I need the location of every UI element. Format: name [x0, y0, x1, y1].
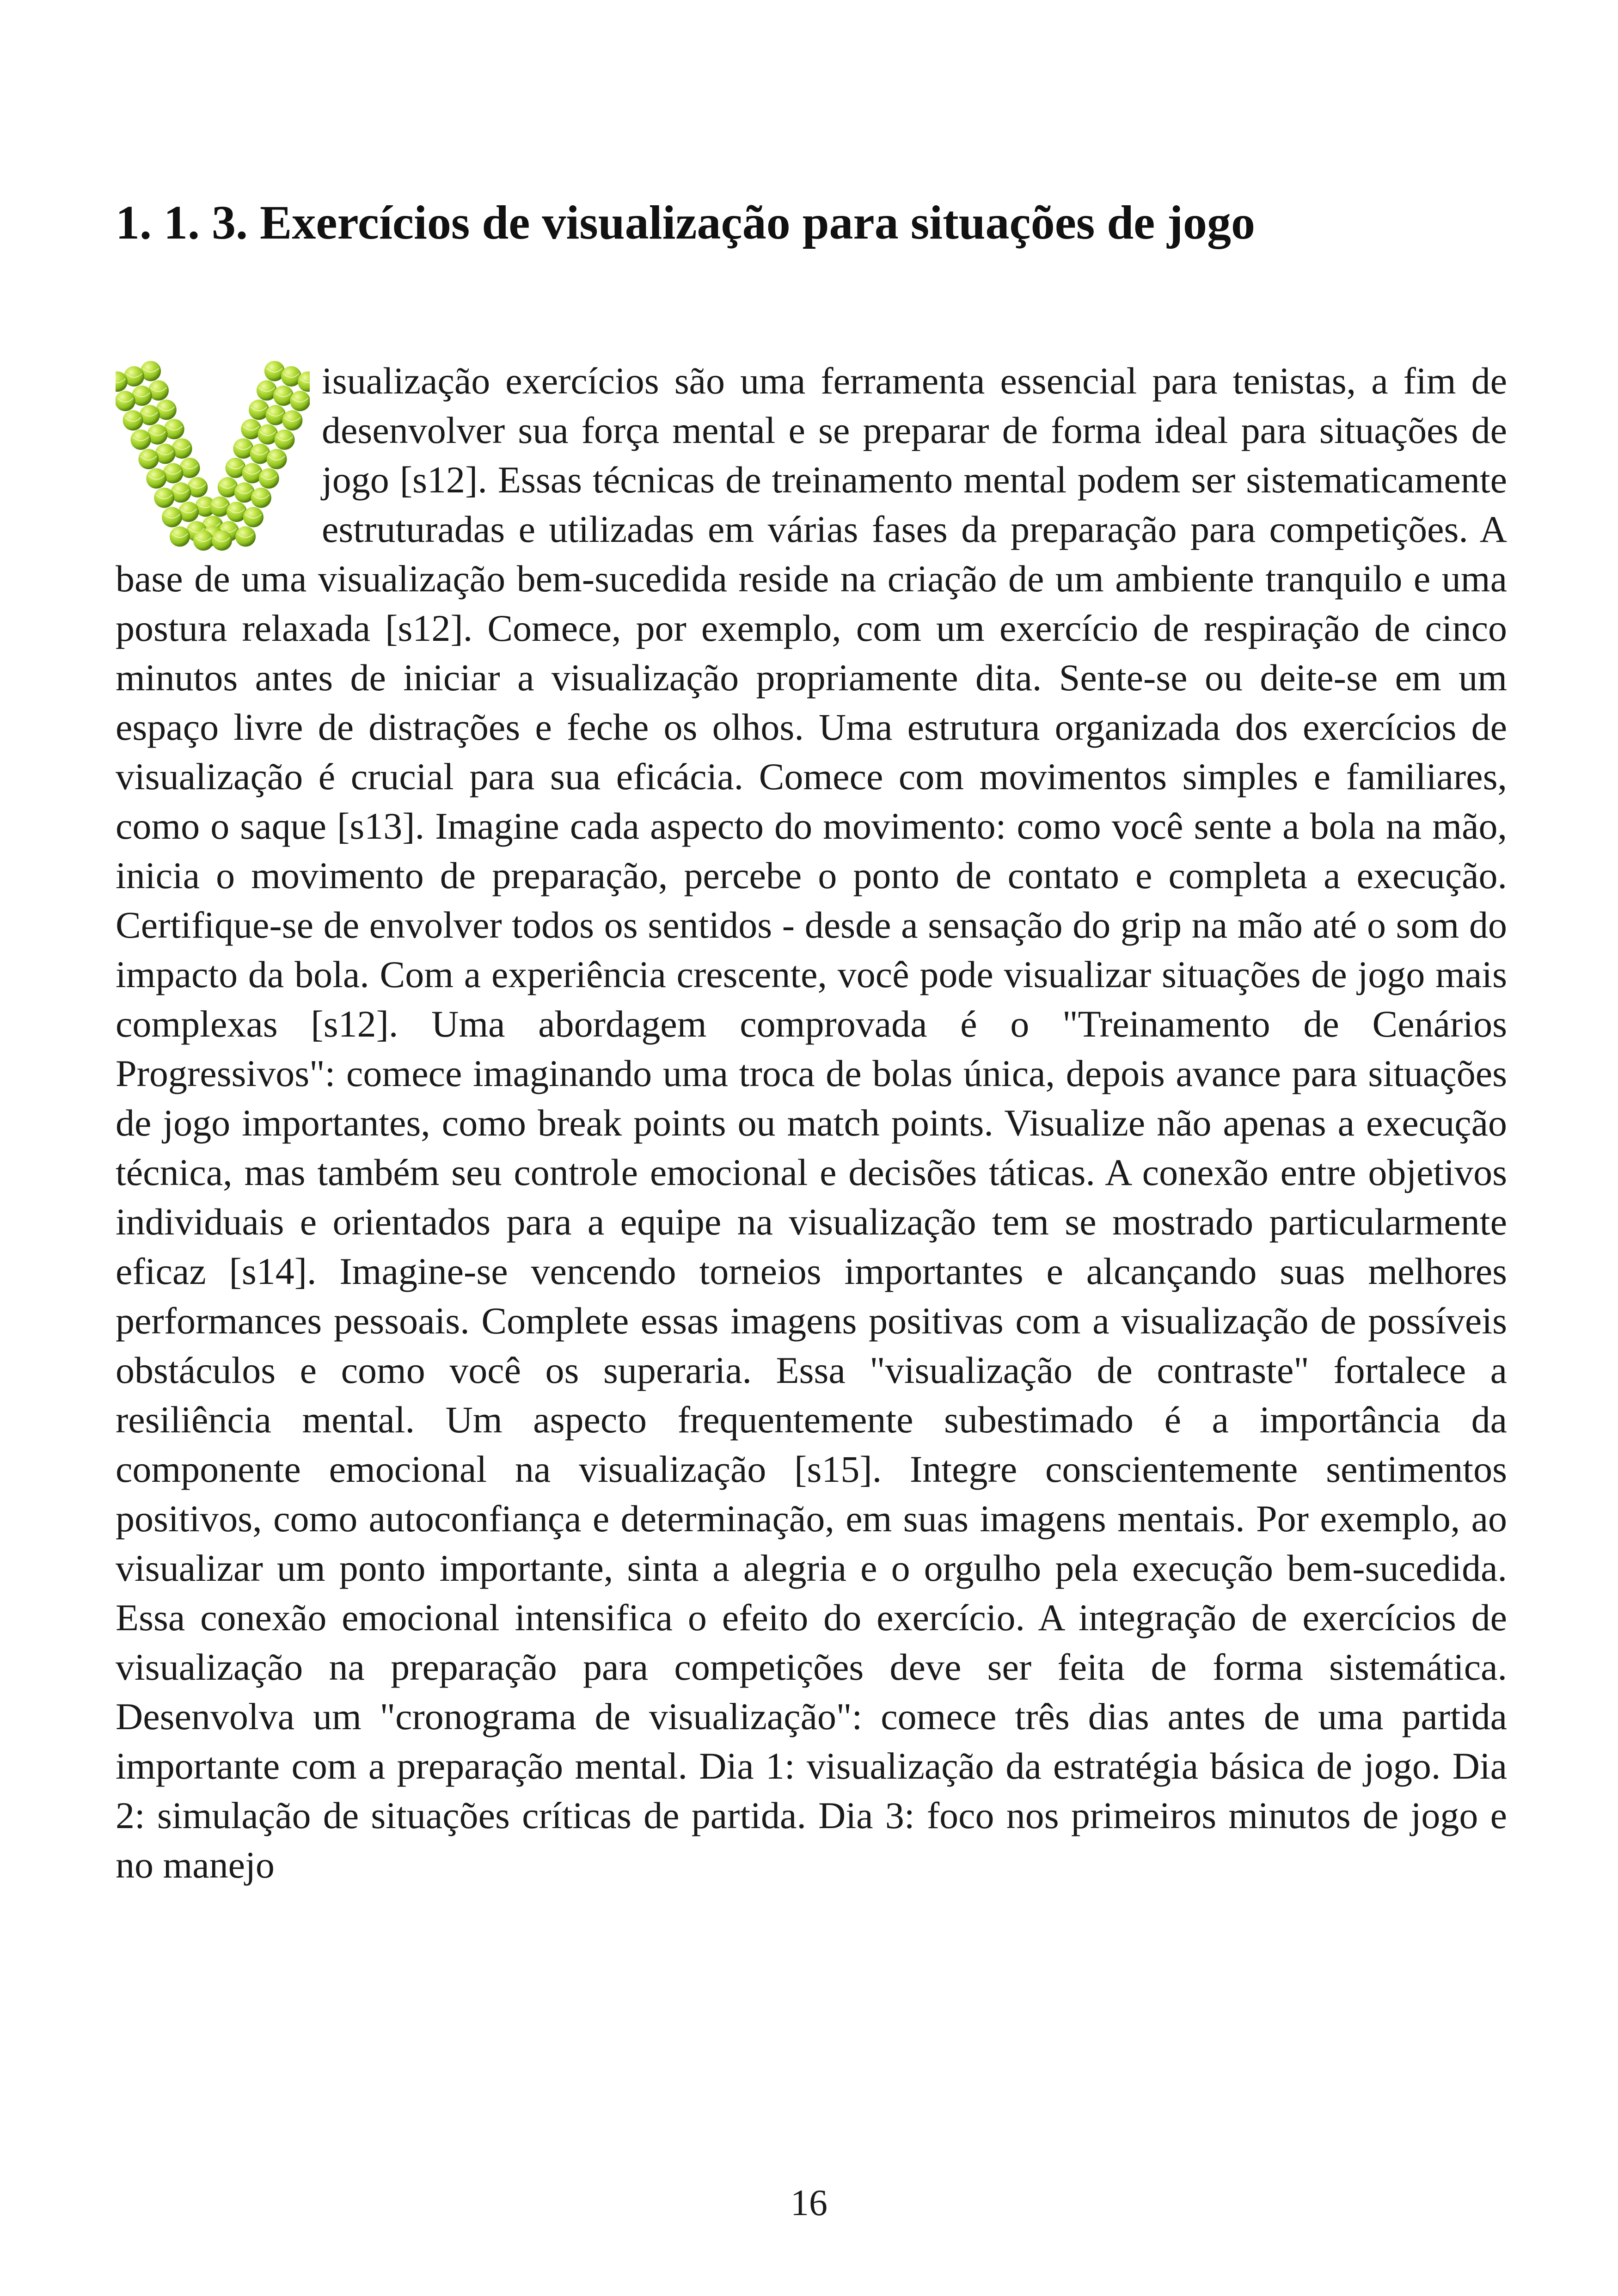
- tennis-ball-icon: [154, 488, 174, 508]
- tennis-ball-icon: [290, 391, 310, 411]
- tennis-ball-icon: [259, 468, 279, 489]
- tennis-ball-icon: [282, 410, 302, 430]
- tennis-ball-icon: [212, 530, 232, 551]
- body-text: [116, 356, 1507, 1890]
- tennis-ball-icon: [243, 507, 264, 528]
- paragraph-text: isualização exercícios são uma ferramenta essencial para tenistas, a fim de desenvolver sua força mental e se preparar de forma ideal para situações de jogo [s12]. Essas técnicas de treinamento mental podem ser sistematicamente estruturadas e utilizadas em várias fases da preparação para competições. A base de uma visualização bem-sucedida reside na criação de um ambiente tranquilo e uma postura relaxada [s12]. Comece, por exemplo, com um exercício de respiração de cinco minutos antes de iniciar a visualização propriamente dita. Sente-se ou deite-se em um espaço livre de distrações e feche os olhos. Uma estrutura organizada dos exercícios de visualização é crucial para sua eficácia. Comece com movimentos simples e familiares, como o saque [s13]. Imagine cada aspecto do movimento: como você sente a bola na mão, inicia o movimento de preparação, percebe o ponto de contato e completa a execução. Certifique-se de envolver todos os sentidos - desde a sensação do grip na mão até o som do impacto da bola. Com a experiência crescente, você pode visualizar situações de jogo mais complexas [s12]. Uma abordagem comprovada é o "Treinamento de Cenários Progressivos": comece imaginando uma troca de bolas única, depois avance para situações de jogo importantes, como break points ou match points. Visualize não apenas a execução técnica, mas também seu controle emocional e decisões táticas. A conexão entre objetivos individuais e orientados para a equipe na visualização tem se mostrado particularmente eficaz [s14]. Imagine-se vencendo torneios importantes e alcançando suas melhores performances pessoais. Complete essas imagens positivas com a visualização de possíveis obstáculos e como você os superaria. Essa "visualização de contraste" fortalece a resiliência mental. Um aspecto frequentemente subestimado é a importância da componente emocional na visualização [s15]. Integre conscientemente sentimentos positivos, como autoconfiança e determinação, em suas imagens mentais. Por exemplo, ao visualizar um ponto importante, sinta a alegria e o orgulho pela execução bem-sucedida. Essa conexão emocional intensifica o efeito do exercício. A integração de exercícios de visualização na preparação para competições deve ser feita de forma sistemática. Desenvolva um "cronograma de visualização": comece três dias antes de uma partida importante com a preparação mental. Dia 1: visualização da estratégia básica de jogo. Dia 2: simulação de situações críticas de partida. Dia 3: foco nos primeiros minutos de jogo e no manejo: [116, 360, 1507, 1886]
- section-heading: 1. 1. 3. Exercícios de visualização para situações de jogo: [116, 196, 1255, 249]
- tennis-ball-icon: [235, 526, 256, 546]
- page-number: 16: [791, 2183, 827, 2223]
- tennis-ball-icon: [131, 430, 151, 450]
- tennis-balls-letter-v-icon: [116, 358, 310, 552]
- tennis-ball-icon: [193, 530, 214, 551]
- tennis-ball-icon: [123, 410, 143, 430]
- tennis-ball-icon: [138, 449, 159, 469]
- tennis-ball-icon: [116, 391, 135, 411]
- tennis-ball-icon: [162, 507, 182, 528]
- tennis-ball-icon: [275, 430, 295, 450]
- tennis-ball-icon: [267, 449, 287, 469]
- tennis-ball-icon: [146, 468, 166, 489]
- tennis-ball-icon: [170, 526, 190, 546]
- tennis-ball-icon: [251, 488, 271, 508]
